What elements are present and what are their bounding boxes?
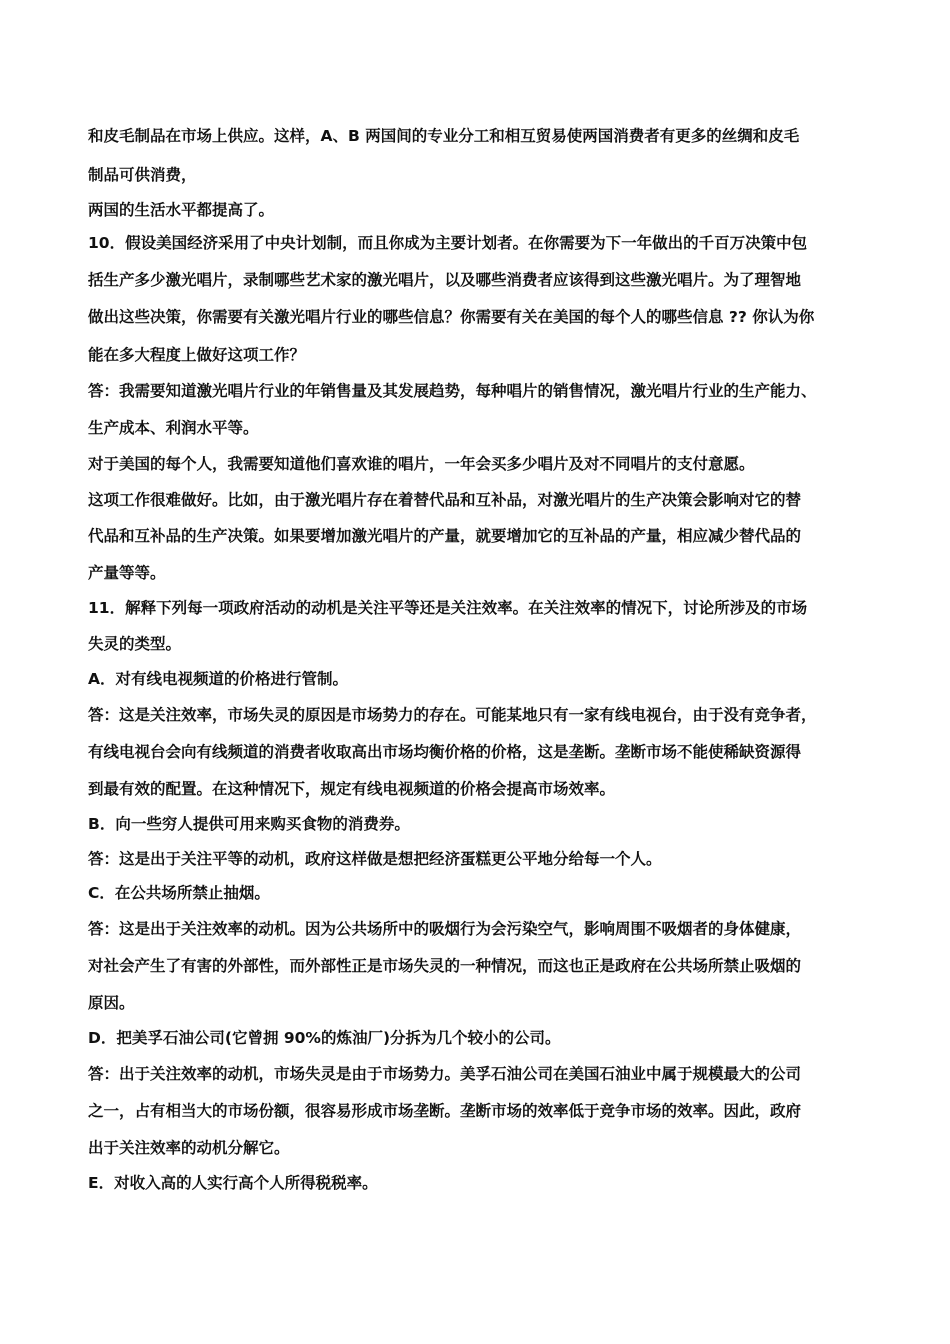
question-10-line: 10．假设美国经济采用了中央计划制，而且你成为主要计划者。在你需要为下一年做出的千百万决策中包 <box>88 234 808 252</box>
answer-line: 答：出于关注效率的动机，市场失灵是由于市场势力。美孚石油公司在美国石油业中属于规模最大的公司 <box>88 1065 802 1083</box>
text-line: 两国的生活水平都提高了。 <box>88 201 275 219</box>
answer-line: 答：这是关注效率，市场失灵的原因是市场势力的存在。可能某地只有一家有线电视台，由于没有竞争者， <box>88 706 817 724</box>
text-line: 对于美国的每个人，我需要知道他们喜欢谁的唱片，一年会买多少唱片及对不同唱片的支付意愿。 <box>88 455 755 473</box>
text-line: 到最有效的配置。在这种情况下，规定有线电视频道的价格会提高市场效率。 <box>88 780 616 798</box>
text-line: 产量等等。 <box>88 564 166 582</box>
text-line: 制品可供消费， <box>88 166 197 184</box>
item-c-line: C．在公共场所禁止抽烟。 <box>88 884 270 902</box>
text-line: 这项工作很难做好。比如，由于激光唱片存在着替代品和互补品，对激光唱片的生产决策会影响对它的替 <box>88 491 802 509</box>
text-line: 有线电视台会向有线频道的消费者收取高出市场均衡价格的价格，这是垄断。垄断市场不能使稀缺资源得 <box>88 743 802 761</box>
text-line: 失灵的类型。 <box>88 635 182 653</box>
text-line: 出于关注效率的动机分解它。 <box>88 1139 290 1157</box>
item-e-line: E．对收入高的人实行高个人所得税税率。 <box>88 1174 378 1192</box>
question-11-line: 11．解释下列每一项政府活动的动机是关注平等还是关注效率。在关注效率的情况下，讨论所涉及的市场 <box>88 599 808 617</box>
text-line: 生产成本、利润水平等。 <box>88 419 259 437</box>
text-line: 对社会产生了有害的外部性，而外部性正是市场失灵的一种情况，而这也正是政府在公共场所禁止吸烟的 <box>88 957 802 975</box>
text-line: 做出这些决策，你需要有关激光唱片行业的哪些信息？你需要有关在美国的每个人的哪些信息 ?? 你认为你 <box>88 308 815 326</box>
text-line: 代品和互补品的生产决策。如果要增加激光唱片的产量，就要增加它的互补品的产量，相应减少替代品的 <box>88 527 802 545</box>
text-line: 和皮毛制品在市场上供应。这样，A、B 两国间的专业分工和相互贸易使两国消费者有更多的丝绸和皮毛 <box>88 127 800 145</box>
answer-line: 答：我需要知道激光唱片行业的年销售量及其发展趋势，每种唱片的销售情况，激光唱片行业的生产能力、 <box>88 382 817 400</box>
text-line: 之一，占有相当大的市场份额，很容易形成市场垄断。垄断市场的效率低于竞争市场的效率。因此，政府 <box>88 1102 802 1120</box>
answer-line: 答：这是出于关注平等的动机，政府这样做是想把经济蛋糕更公平地分给每一个人。 <box>88 850 662 868</box>
item-b-line: B．向一些穷人提供可用来购买食物的消费券。 <box>88 815 410 833</box>
item-d-line: D．把美孚石油公司(它曾拥 90%的炼油厂)分拆为几个较小的公司。 <box>88 1029 561 1047</box>
text-line: 原因。 <box>88 994 135 1012</box>
text-line: 括生产多少激光唱片，录制哪些艺术家的激光唱片，以及哪些消费者应该得到这些激光唱片。为了理智地 <box>88 271 802 289</box>
text-line: 能在多大程度上做好这项工作？ <box>88 346 306 364</box>
answer-line: 答：这是出于关注效率的动机。因为公共场所中的吸烟行为会污染空气，影响周围不吸烟者的身体健康， <box>88 920 802 938</box>
item-a-line: A．对有线电视频道的价格进行管制。 <box>88 670 348 688</box>
